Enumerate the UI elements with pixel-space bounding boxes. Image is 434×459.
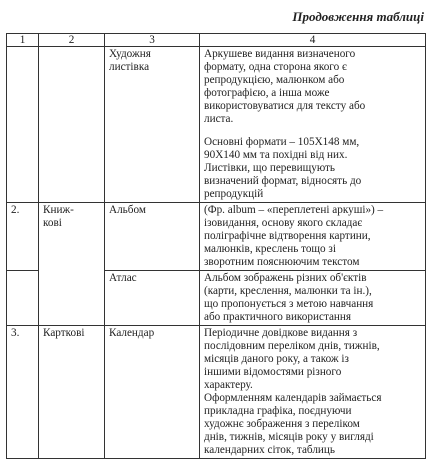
column-number-row [7, 34, 426, 47]
table-row [7, 326, 426, 459]
row-description [200, 203, 426, 271]
description-paragraph: Основні формати – 105Х148 мм, 90Х140 мм та похідні від них. Листівки, що перевищують визначений формат, відносять до репродукцій [204, 136, 362, 200]
table-row [7, 47, 426, 203]
description-paragraph: Періодичне довідкове видання з послідовним переліком днів, тижнів, місяців даного року, а також із іншими відомостями різного характеру. [204, 327, 380, 391]
column-number-3: 3 [105, 34, 200, 47]
row-group [39, 271, 105, 326]
table-row [7, 203, 426, 271]
row-group: Книж- кові [39, 203, 105, 271]
table-continuation-caption: Продовження таблиці [292, 9, 424, 24]
row-group [39, 47, 105, 203]
table-row [7, 271, 426, 326]
description-paragraph: Альбом зображень різних об'єктів (карти, креслення, малюнки та ін.), що пропонується з метою навчання або практичного використання [204, 272, 374, 323]
description-paragraph: Оформленням календарів займається прикладна графіка, поєднуючи художнє зображення з переліком днів, тижнів, місяців року у вигляді календарних сіток, таблиць [204, 392, 382, 456]
publications-table [6, 33, 426, 459]
row-number [7, 271, 39, 326]
row-type: Атлас [105, 271, 200, 326]
row-number [7, 47, 39, 203]
row-group: Карткові [39, 326, 105, 459]
row-description [200, 47, 426, 203]
column-number-2: 2 [39, 34, 105, 47]
row-type: Художня листівка [105, 47, 200, 203]
description-paragraph: Аркушеве видання визначеного формату, одна сторона якого є репродукцією, малюнком або фотографією, а інша може використовуватися для тексту або листа. [204, 48, 366, 125]
row-number: 3. [7, 326, 39, 459]
column-number-4: 4 [200, 34, 426, 47]
row-description [200, 271, 426, 326]
row-type: Альбом [105, 203, 200, 271]
row-description [200, 326, 426, 459]
row-type: Календар [105, 326, 200, 459]
row-number: 2. [7, 203, 39, 271]
column-number-1: 1 [7, 34, 39, 47]
description-paragraph: (Фр. album – «переплетені аркуші») – ізовидання, основу якого складає поліграфічне відтворення картини, малюнків, креслень тощо зі зворотним пояснюючим текстом [204, 204, 384, 268]
